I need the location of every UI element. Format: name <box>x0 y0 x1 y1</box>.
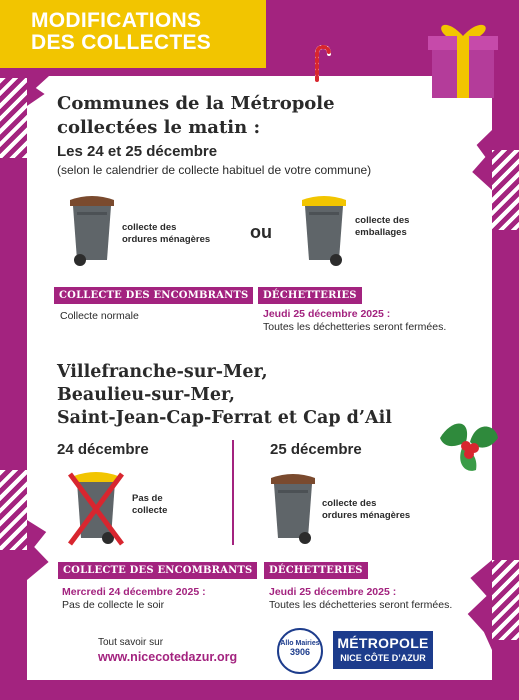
section2-title <box>57 361 392 430</box>
section1-dechetteries-text: Toutes les déchetteries seront fermées. <box>263 321 447 333</box>
section2-brown-bin-label-line-1: collecte des <box>322 498 377 509</box>
section1-brown-bin-label <box>122 222 210 246</box>
banner-line-2: DES COLLECTES <box>31 31 212 54</box>
metropole-logo-line-1: MÉTROPOLE <box>337 635 429 651</box>
yellow-bin-icon <box>298 192 350 268</box>
section2-no-collect-line-1: Pas de <box>132 493 163 504</box>
section2-dechetteries-info <box>269 586 452 612</box>
brown-bin-icon <box>267 470 319 546</box>
gift-icon <box>426 12 508 102</box>
allo-mairies-logo <box>277 628 323 674</box>
section2-title-line-1: Villefranche-sur-Mer, <box>57 362 268 382</box>
stripe-decoration <box>489 560 519 640</box>
allo-mairies-number: 3906 <box>289 647 311 657</box>
holly-icon <box>432 408 502 478</box>
section2-col1-date: 24 décembre <box>57 441 149 458</box>
section2-encombrants-date: Mercredi 24 décembre 2025 : <box>62 586 206 598</box>
candy-cane-icon <box>311 44 331 82</box>
stripe-decoration <box>489 150 519 230</box>
section1-encombrants-text: Collecte normale <box>60 310 139 322</box>
section2-dechetteries-date: Jeudi 25 décembre 2025 : <box>269 586 397 598</box>
section2-dechetteries-tag: DÉCHETTERIES <box>264 562 368 579</box>
section2-encombrants-info <box>62 586 206 612</box>
section1-dechetteries-tag: DÉCHETTERIES <box>258 287 362 304</box>
section2-brown-bin-label <box>322 498 410 522</box>
section1-title-line-2: collectées le matin : <box>57 117 261 138</box>
footer-website-link[interactable]: www.nicecotedazur.org <box>98 650 238 664</box>
section1-note: (selon le calendrier de collecte habituel de votre commune) <box>57 163 372 177</box>
banner-line-1: MODIFICATIONS <box>31 9 202 32</box>
brown-bin-icon <box>66 192 118 268</box>
section2-title-line-3: Saint-Jean-Cap-Ferrat et Cap d’Ail <box>57 408 392 428</box>
section2-dechetteries-text: Toutes les déchetteries seront fermées. <box>269 599 453 611</box>
section1-brown-bin-label-line-2: ordures ménagères <box>122 234 211 245</box>
section1-yellow-bin-label-line-1: collecte des <box>355 215 410 226</box>
section1-brown-bin-label-line-1: collecte des <box>122 222 177 233</box>
section1-dechetteries-info <box>263 308 446 334</box>
section1-title <box>57 92 335 140</box>
allo-mairies-label: Allo Mairies <box>280 640 320 647</box>
section2-col2-date: 25 décembre <box>270 441 362 458</box>
section1-encombrants-tag: COLLECTE DES ENCOMBRANTS <box>54 287 253 304</box>
section2-brown-bin-label-line-2: ordures ménagères <box>322 510 411 521</box>
metropole-logo-line-2: NICE CÔTE D’AZUR <box>340 653 426 663</box>
section2-encombrants-text: Pas de collecte le soir <box>62 599 165 611</box>
stripe-decoration <box>0 470 30 550</box>
title-banner <box>0 0 266 68</box>
column-divider <box>232 440 234 545</box>
section2-title-line-2: Beaulieu-sur-Mer, <box>57 385 236 405</box>
section2-encombrants-tag: COLLECTE DES ENCOMBRANTS <box>58 562 257 579</box>
section1-yellow-bin-label <box>355 215 409 239</box>
or-separator: ou <box>250 222 272 242</box>
crossed-yellow-bin-icon <box>68 468 124 548</box>
section1-yellow-bin-label-line-2: emballages <box>355 227 407 238</box>
section1-date: Les 24 et 25 décembre <box>57 143 218 160</box>
metropole-logo <box>333 631 433 669</box>
section2-no-collect-line-2: collecte <box>132 505 168 516</box>
section2-no-collect-label <box>132 493 167 517</box>
footer-intro: Tout savoir sur <box>98 637 164 648</box>
stripe-decoration <box>0 78 30 158</box>
section1-dechetteries-date: Jeudi 25 décembre 2025 : <box>263 308 391 320</box>
section1-title-line-1: Communes de la Métropole <box>57 93 335 114</box>
